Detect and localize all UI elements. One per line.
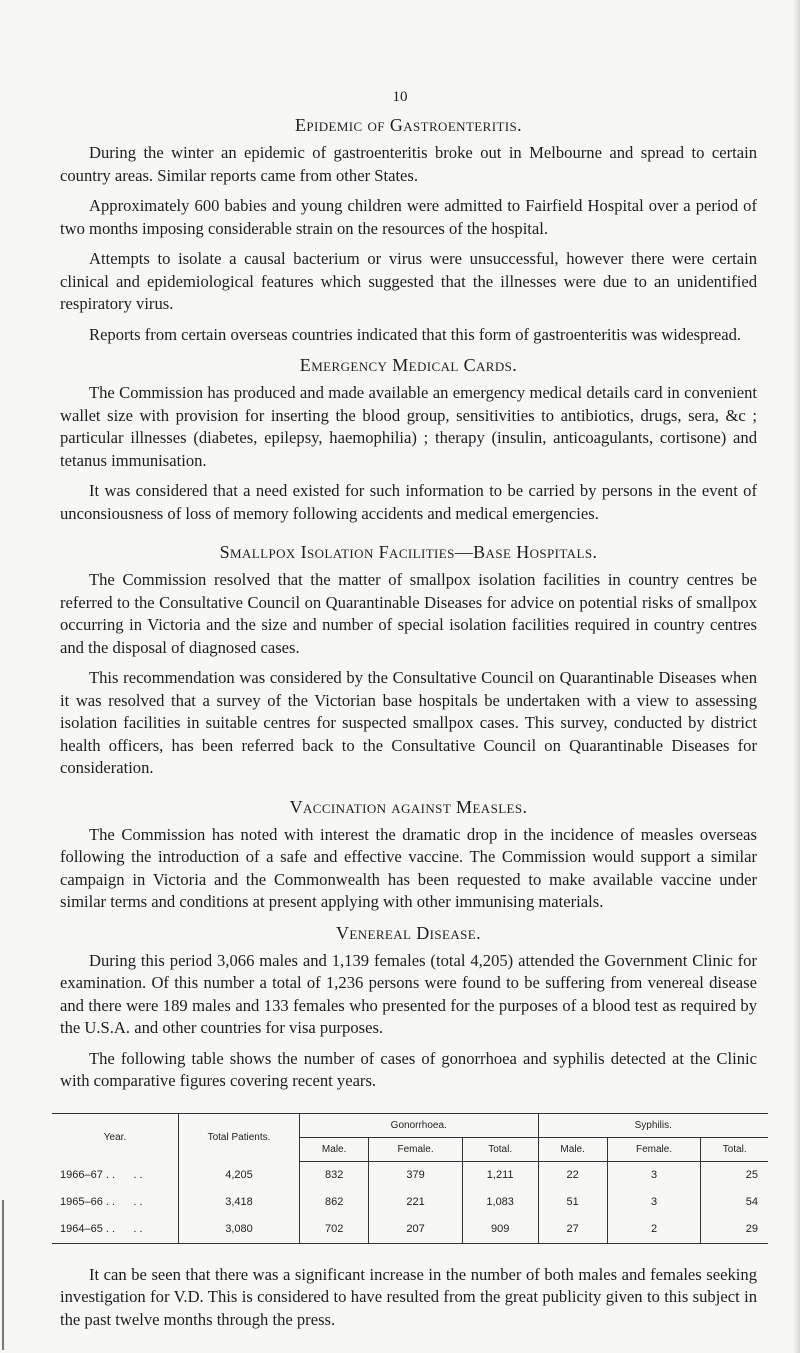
col-header-s-female: Female. [607,1137,701,1161]
cell-g-total: 1,211 [462,1161,538,1189]
cell-s-male: 27 [538,1216,607,1244]
col-header-s-total: Total. [701,1137,768,1161]
cell-s-female: 3 [607,1189,701,1216]
page-edge-shadow [793,0,800,1353]
col-header-year: Year. [52,1113,179,1161]
cell-g-female: 379 [369,1161,463,1189]
col-header-g-female: Female. [369,1137,463,1161]
year-label: 1966–67 [60,1168,103,1181]
paragraph: During the winter an epidemic of gastroenteritis broke out in Melbourne and spread to certain country areas. Similar reports came from other States. [60,143,757,185]
section-heading-smallpox: Smallpox Isolation Facilities—Base Hospitals. [219,542,598,562]
col-header-g-male: Male. [300,1137,369,1161]
table-row [52,1161,768,1189]
leader-dots: . . . . [105,1196,143,1208]
cell-s-female: 2 [607,1216,701,1244]
cell-g-male: 832 [300,1161,369,1189]
col-header-gonorrhoea: Gonorrhoea. [300,1113,539,1137]
cell-year [52,1161,179,1189]
paragraph: The Commission has produced and made available an emergency medical details card in convenient wallet size with provision for inserting the blood group, sensitivities to antibiotics, drugs, sera, &c ; particular illnesses (diabetes, epilepsy, haemophilia) ; therapy (insulin, anticoagulants, cortisone) and tetanus immunisation. [60,383,757,470]
section-heading-gastroenteritis: Epidemic of Gastroenteritis. [294,115,523,135]
cell-s-male: 51 [538,1189,607,1216]
cell-g-male: 862 [300,1189,369,1216]
cell-total-patients: 3,080 [179,1216,300,1244]
paragraph: It was considered that a need existed for such information to be carried by persons in the event of unconsiousness of loss of memory following accidents and medical emergencies. [60,481,757,523]
year-label: 1964–65 [60,1223,103,1235]
col-header-syphilis: Syphilis. [538,1113,768,1137]
leader-dots: . . . . [105,1168,143,1181]
section-heading-emergency-cards: Emergency Medical Cards. [299,355,518,375]
cell-s-total: 29 [701,1216,768,1244]
table-row [52,1189,768,1216]
paragraph: This recommendation was considered by the Consultative Council on Quarantinable Diseases when it was resolved that a survey of the Victorian base hospitals be undertaken with a view to assessing isolation facilities in suitable centres for suspected smallpox cases. This survey, conducted by district health officers, has been referred back to the Consultative Council on Quarantinable Diseases for consideration. [60,668,757,777]
cell-year [52,1189,179,1216]
paragraph: The Commission has noted with interest the dramatic drop in the incidence of measles overseas following the introduction of a safe and effective vaccine. The Commission would support a similar campaign in Victoria and the Commonwealth has been requested to make available vaccine under similar terms and conditions at present applying with other immunising materials. [60,824,757,911]
paragraph: The Commission resolved that the matter of smallpox isolation facilities in country centres be referred to the Consultative Council on Quarantinable Diseases for advice on potential risks of smallpox occurring in Victoria and the size and number of special isolation facilities required in country centres and the disposal of diagnosed cases. [60,570,757,657]
cell-s-male: 22 [538,1161,607,1189]
cell-s-total: 25 [701,1161,768,1189]
cell-total-patients: 4,205 [179,1161,300,1189]
col-header-s-male: Male. [538,1137,607,1161]
paragraph: The following table shows the number of cases of gonorrhoea and syphilis detected at the Clinic with comparative figures covering recent years. [60,1048,757,1090]
cell-g-male: 702 [300,1216,369,1244]
section-heading-venereal-disease: Venereal Disease. [335,922,482,943]
cell-g-total: 909 [462,1216,538,1244]
cell-s-female: 3 [607,1161,701,1189]
table-row [52,1216,768,1244]
cell-total-patients: 3,418 [179,1189,300,1216]
paragraph: During this period 3,066 males and 1,139 females (total 4,205) attended the Government Clinic for examination. Of this number a total of 1,236 persons were found to be suffering from venereal disease and there were 189 males and 133 females who presented for the purposes of a blood test as required by the U.S.A. and other countries for visa purposes. [60,950,757,1037]
cell-year [52,1216,179,1244]
paragraph: Attempts to isolate a causal bacterium or virus were unsuccessful, however there were certain clinical and epidemiological features which suggested that the illnesses were due to an unidentified respiratory virus. [60,249,757,313]
scan-edge-mark [2,1200,4,1350]
paragraph: Reports from certain overseas countries indicated that this form of gastroenteritis was widespread. [89,324,742,344]
leader-dots: . . . . [105,1223,143,1235]
paragraph: Approximately 600 babies and young children were admitted to Fairfield Hospital over a period of two months imposing considerable strain on the resources of the hospital. [60,196,757,238]
page-number: 10 [392,89,408,105]
year-label: 1965–66 [60,1196,103,1208]
col-header-total-patients: Total Patients. [179,1113,300,1161]
cell-g-total: 1,083 [462,1189,538,1216]
vd-cases-table [52,1113,768,1244]
cell-g-female: 207 [369,1216,463,1244]
section-heading-measles: Vaccination against Measles. [289,796,528,817]
page-content [60,114,757,1339]
closing-paragraph: It can be seen that there was a significant increase in the number of both males and females seeking investigation for V.D. This is considered to have resulted from the great publicity given to this subject in the past twelve months through the press. [60,1264,757,1329]
cell-s-total: 54 [701,1189,768,1216]
cell-g-female: 221 [369,1189,463,1216]
col-header-g-total: Total. [462,1137,538,1161]
